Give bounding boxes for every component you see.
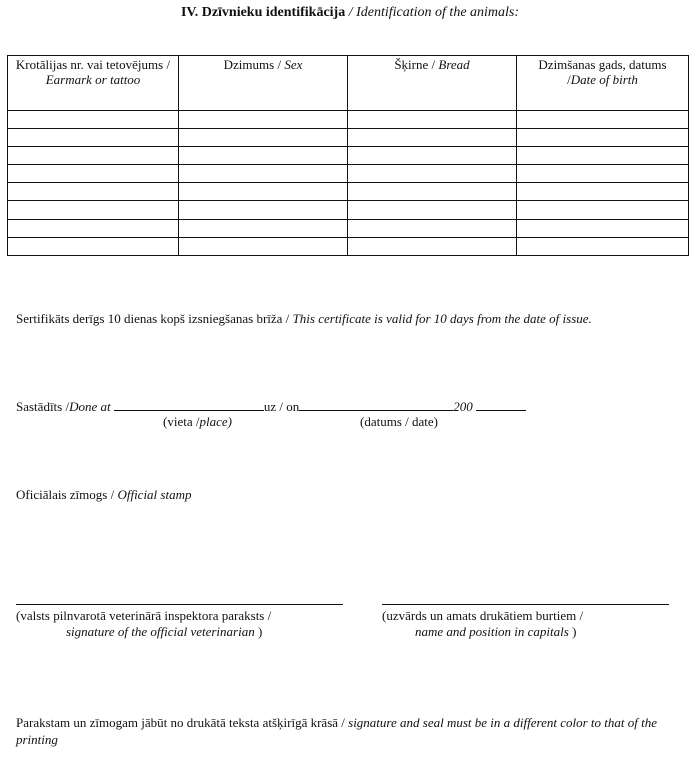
table-cell[interactable] (8, 147, 179, 165)
table-cell[interactable] (517, 111, 689, 129)
table-cell[interactable] (348, 237, 517, 255)
section-title: IV. Dzīvnieku identifikācija / Identification of the animals: (180, 5, 520, 20)
place-caption: (vieta /place) (163, 414, 232, 429)
table-cell[interactable] (517, 201, 689, 219)
section-title-en: Identification of the animals: (356, 5, 520, 20)
table-cell[interactable] (8, 237, 179, 255)
signature-line[interactable] (16, 604, 343, 605)
table-cell[interactable] (179, 165, 348, 183)
table-cell[interactable] (179, 129, 348, 147)
table-row (8, 165, 689, 183)
table-row (8, 219, 689, 237)
table-cell[interactable] (348, 201, 517, 219)
table-cell[interactable] (348, 147, 517, 165)
table-cell[interactable] (8, 183, 179, 201)
table-cell[interactable] (517, 165, 689, 183)
table-cell[interactable] (8, 111, 179, 129)
table-cell[interactable] (179, 237, 348, 255)
table-row (8, 201, 689, 219)
validity-statement: Sertifikāts derīgs 10 dienas kopš izsniegšanas brīža / This certificate is valid for 10 days from the date of issue. (16, 311, 592, 326)
table-cell[interactable] (348, 111, 517, 129)
table-row (8, 147, 689, 165)
date-field[interactable] (299, 398, 453, 411)
table-cell[interactable] (179, 219, 348, 237)
animal-identification-table (7, 55, 689, 256)
table-cell[interactable] (179, 147, 348, 165)
table-row (8, 237, 689, 255)
table-body (8, 111, 689, 256)
year-field[interactable] (476, 398, 526, 411)
table-cell[interactable] (517, 129, 689, 147)
table-cell[interactable] (517, 183, 689, 201)
column-header-date-of-birth: Dzimšanas gads, datums /Date of birth (517, 56, 689, 111)
table-cell[interactable] (8, 129, 179, 147)
table-cell[interactable] (8, 165, 179, 183)
column-header-breed: Šķirne / Bread (348, 56, 517, 111)
section-title-lv: IV. Dzīvnieku identifikācija (180, 5, 346, 20)
table-cell[interactable] (8, 201, 179, 219)
table-cell[interactable] (348, 165, 517, 183)
table-cell[interactable] (179, 111, 348, 129)
table-cell[interactable] (517, 237, 689, 255)
table-cell[interactable] (517, 147, 689, 165)
table-cell[interactable] (348, 183, 517, 201)
table-cell[interactable] (8, 219, 179, 237)
date-caption: (datums / date) (360, 414, 438, 429)
official-stamp-label: Oficiālais zīmogs / Official stamp (16, 487, 192, 502)
place-field[interactable] (114, 398, 264, 411)
table-cell[interactable] (179, 201, 348, 219)
signature-color-note: Parakstam un zīmogam jābūt no drukātā teksta atšķirīgā krāsā / signature and seal must be in a different color to that of the printing (16, 715, 657, 747)
table-cell[interactable] (517, 219, 689, 237)
column-header-sex: Dzimums / Sex (179, 56, 348, 111)
name-position-line[interactable] (382, 604, 669, 605)
table-row (8, 111, 689, 129)
signature-caption: (valsts pilnvarotā veterinārā inspektora paraksts / signature of the official veterinarian ) (16, 608, 272, 639)
table-cell[interactable] (348, 129, 517, 147)
name-position-caption: (uzvārds un amats drukātiem burtiem / name and position in capitals ) (382, 608, 584, 639)
table-header-row (8, 56, 689, 111)
done-at-row: Sastādīts /Done at uz / on 200 (16, 398, 696, 415)
table-row (8, 183, 689, 201)
table-cell[interactable] (348, 219, 517, 237)
table-row (8, 129, 689, 147)
stamp-area[interactable] (16, 505, 676, 595)
column-header-earmark: Krotālijas nr. vai tetovējums / Earmark or tattoo (8, 56, 179, 111)
table-cell[interactable] (179, 183, 348, 201)
